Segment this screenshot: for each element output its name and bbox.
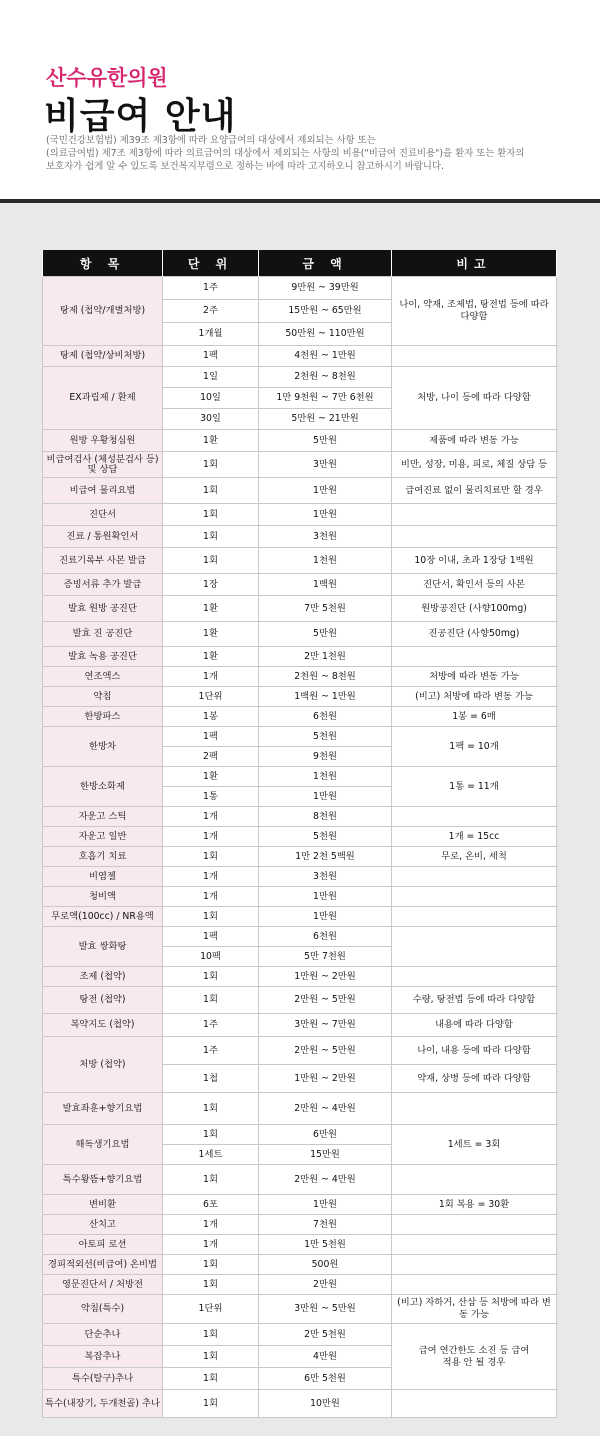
notice-line: (의료급여법) 제7조 제3항에 따라 의료급여의 대상에서 제외되는 사항의 비용("비급여 진료비용")을 환자 또는 환자의 [46,148,525,159]
unit-cell: 1세트 [163,1145,259,1165]
unit-cell: 1개 [163,827,259,847]
unit-cell: 1개 [163,1215,259,1235]
unit-cell: 2팩 [163,747,259,767]
table-row [43,1275,557,1295]
unit-cell: 1첩 [163,1065,259,1093]
header-area [0,0,600,200]
note-cell [392,887,557,907]
unit-cell: 1팩 [163,727,259,747]
unit-cell: 1회 [163,504,259,526]
note-cell: 10장 이내, 초과 1장당 1백원 [392,548,557,574]
item-cell: 비급여 물리요법 [43,478,163,504]
table-row [43,667,557,687]
item-cell: 비급여검사 (체성분검사 등) 및 상담 [43,452,163,478]
item-cell: 변비환 [43,1195,163,1215]
price-cell: 1만 9천원 ~ 7만 6천원 [259,388,392,409]
unit-cell: 1회 [163,452,259,478]
price-cell: 2천원 ~ 8천원 [259,667,392,687]
unit-cell: 1회 [163,1255,259,1275]
price-cell: 3천원 [259,867,392,887]
item-cell: 발효 녹용 공진단 [43,647,163,667]
table-row [43,1037,557,1065]
price-cell: 6만 5천원 [259,1368,392,1390]
unit-cell: 1개 [163,807,259,827]
price-cell: 1만원 [259,504,392,526]
table-header-row [43,250,557,277]
price-cell: 1만 5천원 [259,1235,392,1255]
table-row [43,596,557,622]
note-cell: 진공진단 (사향50mg) [392,622,557,647]
unit-cell: 2주 [163,300,259,323]
price-cell: 1백원 ~ 1만원 [259,687,392,707]
unit-cell: 1팩 [163,927,259,947]
table-row [43,622,557,647]
table-row [43,1235,557,1255]
item-cell: 진료기록부 사본 발급 [43,548,163,574]
note-cell [392,927,557,967]
table-row [43,967,557,987]
table-row [43,887,557,907]
note-cell: 진단서, 확인서 등의 사본 [392,574,557,596]
unit-cell: 1회 [163,548,259,574]
note-cell: 1세트 = 3회 [392,1125,557,1165]
table-row [43,707,557,727]
unit-cell: 1회 [163,1165,259,1195]
note-cell: 비만, 성장, 미용, 피로, 체질 상담 등 [392,452,557,478]
table-row [43,807,557,827]
table-row [43,767,557,787]
fee-table [42,250,557,1418]
price-cell: 1만원 ~ 2만원 [259,967,392,987]
header-item: 항 목 [43,250,163,277]
price-cell: 7천원 [259,1215,392,1235]
item-cell: 특수왕뜸+향기요법 [43,1165,163,1195]
unit-cell: 1환 [163,767,259,787]
price-cell: 7만 5천원 [259,596,392,622]
price-cell: 1천원 [259,548,392,574]
note-cell: 나이, 내용 등에 따라 다양함 [392,1037,557,1065]
table-row [43,277,557,300]
price-cell: 5만원 ~ 21만원 [259,409,392,430]
unit-cell: 1주 [163,1014,259,1037]
price-cell: 2만 1천원 [259,647,392,667]
unit-cell: 10일 [163,388,259,409]
table-row [43,574,557,596]
note-cell: 무로, 온비, 세척 [392,847,557,867]
table-row [43,847,557,867]
unit-cell: 1개 [163,887,259,907]
table-row [43,1093,557,1125]
price-cell: 9만원 ~ 39만원 [259,277,392,300]
table-row [43,987,557,1014]
price-cell: 3만원 ~ 5만원 [259,1295,392,1324]
header-price: 금 액 [259,250,392,277]
table-row [43,1014,557,1037]
item-cell: 청비액 [43,887,163,907]
note-cell [392,346,557,367]
price-cell: 1만원 ~ 2만원 [259,1065,392,1093]
price-cell: 6천원 [259,707,392,727]
price-cell: 2만원 ~ 5만원 [259,987,392,1014]
price-cell: 5만 7천원 [259,947,392,967]
unit-cell: 1환 [163,430,259,452]
table-row [43,867,557,887]
table-row [43,548,557,574]
note-cell: (비고) 처방에 따라 변동 가능 [392,687,557,707]
note-cell: 원방공진단 (사향100mg) [392,596,557,622]
price-cell: 3만원 ~ 7만원 [259,1014,392,1037]
price-cell: 2만 5천원 [259,1324,392,1346]
header-unit: 단 위 [163,250,259,277]
price-cell: 500원 [259,1255,392,1275]
unit-cell: 1환 [163,622,259,647]
table-row [43,1390,557,1418]
note-cell: (비고) 자하거, 산삼 등 처방에 따라 변동 가능 [392,1295,557,1324]
price-cell: 1백원 [259,574,392,596]
item-cell: 아토피 로션 [43,1235,163,1255]
unit-cell: 1개 [163,1235,259,1255]
table-row [43,727,557,747]
table-row [43,827,557,847]
page-title: 비급여 안내 [44,96,237,137]
price-cell: 1만원 [259,787,392,807]
unit-cell: 1회 [163,1324,259,1346]
unit-cell: 1개 [163,867,259,887]
price-cell: 2만원 [259,1275,392,1295]
item-cell: 조제 (첩약) [43,967,163,987]
note-cell [392,504,557,526]
note-cell: 1회 복용 = 30환 [392,1195,557,1215]
item-cell: 한방차 [43,727,163,767]
table-row [43,1165,557,1195]
note-cell: 1봉 = 6매 [392,707,557,727]
unit-cell: 1회 [163,987,259,1014]
price-cell: 1천원 [259,767,392,787]
unit-cell: 1회 [163,847,259,867]
item-cell: 자운고 일반 [43,827,163,847]
note-cell: 제품에 따라 변동 가능 [392,430,557,452]
unit-cell: 1회 [163,1346,259,1368]
note-cell [392,867,557,887]
note-cell [392,1275,557,1295]
header-note: 비고 [392,250,557,277]
notice-line: 보호자가 쉽게 알 수 있도록 보건복지부령으로 정하는 바에 따라 고지하오니 참고하시기 바랍니다. [46,161,445,172]
unit-cell: 1환 [163,647,259,667]
item-cell: 발효 쌍화탕 [43,927,163,967]
item-cell: 한방파스 [43,707,163,727]
table-row [43,1125,557,1145]
note-cell: 급여진료 없이 물리치료만 할 경우 [392,478,557,504]
item-cell: 영문진단서 / 처방전 [43,1275,163,1295]
item-cell: 연조엑스 [43,667,163,687]
item-cell: 무로액(100cc) / NR용액 [43,907,163,927]
item-cell: 복잡추나 [43,1346,163,1368]
item-cell: 복약지도 (첩약) [43,1014,163,1037]
unit-cell: 1봉 [163,707,259,727]
price-cell: 2천원 ~ 8천원 [259,367,392,388]
clinic-name: 산수유한의원 [46,66,168,90]
note-cell [392,647,557,667]
unit-cell: 30일 [163,409,259,430]
item-cell: 진단서 [43,504,163,526]
price-cell: 5천원 [259,827,392,847]
unit-cell: 1장 [163,574,259,596]
unit-cell: 1회 [163,478,259,504]
item-cell: 원방 우황청심원 [43,430,163,452]
note-cell: 1팩 = 10개 [392,727,557,767]
unit-cell: 6포 [163,1195,259,1215]
unit-cell: 1단위 [163,687,259,707]
note-cell [392,1255,557,1275]
table-row [43,907,557,927]
item-cell: 한방소화제 [43,767,163,807]
table-row [43,478,557,504]
table-row [43,927,557,947]
unit-cell: 1개월 [163,323,259,346]
note-cell [392,526,557,548]
price-cell: 2만원 ~ 4만원 [259,1093,392,1125]
item-cell: 경피적외선(비급여) 온비법 [43,1255,163,1275]
price-cell: 2만원 ~ 5만원 [259,1037,392,1065]
unit-cell: 1일 [163,367,259,388]
note-cell: 처방에 따라 변동 가능 [392,667,557,687]
table-row [43,346,557,367]
notice-text [46,134,566,173]
note-cell [392,1390,557,1418]
table-row [43,504,557,526]
item-cell: 해독생기요법 [43,1125,163,1165]
unit-cell: 10팩 [163,947,259,967]
item-cell: 탕제 (첩약/개별처방) [43,277,163,346]
unit-cell: 1회 [163,1275,259,1295]
note-cell [392,807,557,827]
item-cell: 특수(탈구)추나 [43,1368,163,1390]
note-cell [392,1165,557,1195]
item-cell: 자운고 스틱 [43,807,163,827]
table-row [43,1255,557,1275]
unit-cell: 1회 [163,1390,259,1418]
price-cell: 5천원 [259,727,392,747]
price-cell: 6천원 [259,927,392,947]
price-cell: 9천원 [259,747,392,767]
item-cell: 발효 진 공진단 [43,622,163,647]
item-cell: 진료 / 통원확인서 [43,526,163,548]
notice-line: (국민건강보험법) 제39조 제3항에 따라 요양급여의 대상에서 제외되는 사항 또는 [46,135,376,146]
note-cell [392,907,557,927]
unit-cell: 1회 [163,1093,259,1125]
price-cell: 3천원 [259,526,392,548]
table-row [43,452,557,478]
unit-cell: 1회 [163,526,259,548]
unit-cell: 1주 [163,277,259,300]
price-cell: 3만원 [259,452,392,478]
table-row [43,1215,557,1235]
table-row [43,1295,557,1324]
item-cell: 약침(특수) [43,1295,163,1324]
price-cell: 50만원 ~ 110만원 [259,323,392,346]
item-cell: 탕제 (첩약/상비처방) [43,346,163,367]
price-cell: 2만원 ~ 4만원 [259,1165,392,1195]
price-cell: 15만원 [259,1145,392,1165]
note-cell: 처방, 나이 등에 따라 다양함 [392,367,557,430]
note-cell: 1통 = 11개 [392,767,557,807]
note-cell [392,967,557,987]
item-cell: 탕전 (첩약) [43,987,163,1014]
price-cell: 4천원 ~ 1만원 [259,346,392,367]
note-cell [392,1093,557,1125]
unit-cell: 1회 [163,907,259,927]
price-cell: 1만원 [259,887,392,907]
item-cell: 단순추나 [43,1324,163,1346]
unit-cell: 1환 [163,596,259,622]
note-cell: 급여 연간한도 소진 등 급여적용 안 될 경우 [392,1324,557,1390]
table-row [43,1195,557,1215]
unit-cell: 1회 [163,967,259,987]
price-cell: 8천원 [259,807,392,827]
price-cell: 5만원 [259,430,392,452]
price-cell: 5만원 [259,622,392,647]
price-cell: 1만원 [259,478,392,504]
price-cell: 1만원 [259,907,392,927]
table-row [43,647,557,667]
table-row [43,687,557,707]
item-cell: 특수(내장기, 두개천골) 추나 [43,1390,163,1418]
price-cell: 4만원 [259,1346,392,1368]
item-cell: 호흡기 치료 [43,847,163,867]
price-cell: 6만원 [259,1125,392,1145]
unit-cell: 1주 [163,1037,259,1065]
item-cell: 발효 원방 공진단 [43,596,163,622]
note-cell: 수량, 탕전법 등에 따라 다양함 [392,987,557,1014]
item-cell: 약침 [43,687,163,707]
price-cell: 15만원 ~ 65만원 [259,300,392,323]
note-cell: 내용에 따라 다양함 [392,1014,557,1037]
item-cell: 발효좌훈+향기요법 [43,1093,163,1125]
item-cell: 처방 (첩약) [43,1037,163,1093]
table-row [43,430,557,452]
note-cell: 나이, 약재, 조제법, 탕전법 등에 따라 다양함 [392,277,557,346]
unit-cell: 1통 [163,787,259,807]
price-cell: 1만원 [259,1195,392,1215]
note-cell: 약재, 상병 등에 따라 다양함 [392,1065,557,1093]
note-cell: 1개 = 15cc [392,827,557,847]
note-cell [392,1215,557,1235]
price-cell: 10만원 [259,1390,392,1418]
unit-cell: 1회 [163,1368,259,1390]
unit-cell: 1회 [163,1125,259,1145]
item-cell: 증빙서류 추가 발급 [43,574,163,596]
table-row [43,367,557,388]
table-row [43,526,557,548]
unit-cell: 1개 [163,667,259,687]
item-cell: 산치고 [43,1215,163,1235]
table-row [43,1324,557,1346]
unit-cell: 1팩 [163,346,259,367]
item-cell: 비염젤 [43,867,163,887]
note-cell [392,1235,557,1255]
price-cell: 1만 2천 5백원 [259,847,392,867]
unit-cell: 1단위 [163,1295,259,1324]
item-cell: EX과립제 / 환제 [43,367,163,430]
